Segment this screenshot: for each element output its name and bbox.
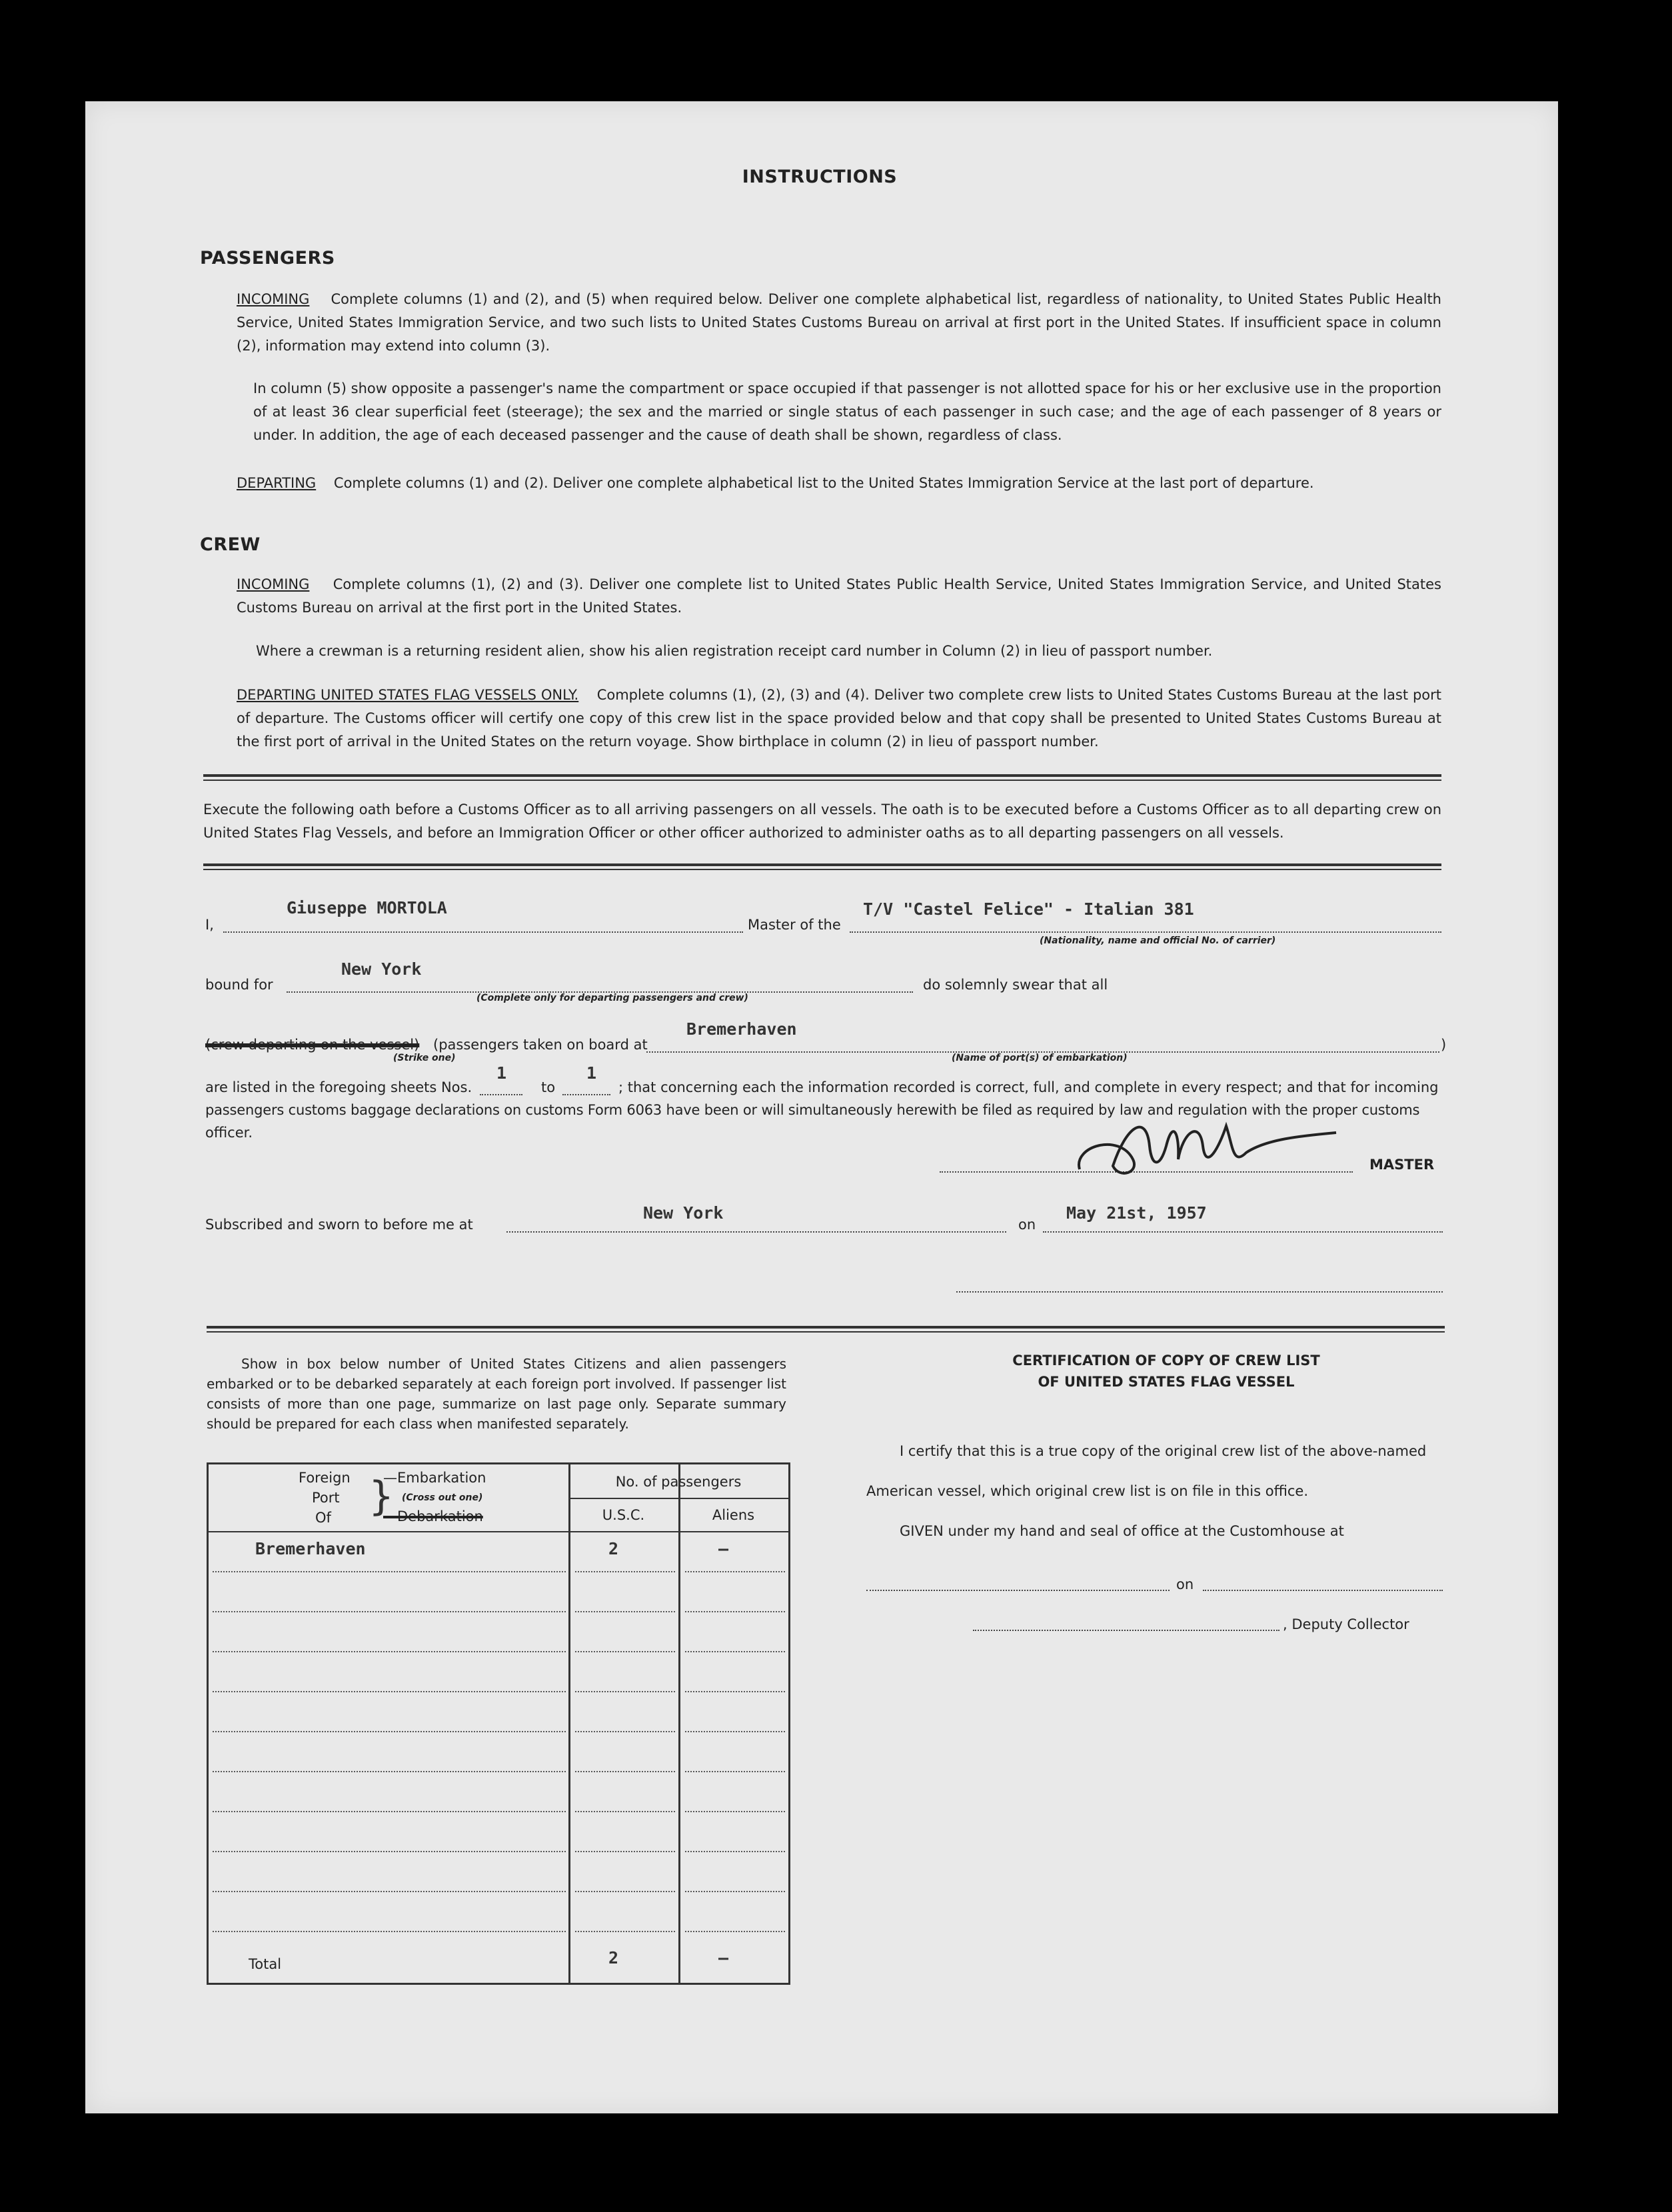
table-row-rule (575, 1771, 675, 1772)
crew-incoming-text: Complete columns (1), (2) and (3). Deliver one complete list to United States Public Health Service, United States Immigration Service, and United States Customs Bureau on arrival at the first port in the United States. (237, 576, 1442, 616)
certification-heading-1: CERTIFICATION OF COPY OF CREW LIST (1012, 1353, 1320, 1369)
master-name-value: Giuseppe MORTOLA (287, 898, 447, 917)
total-label: Total (249, 1956, 282, 1972)
sworn-on-label: on (1018, 1217, 1036, 1233)
table-row-rule (575, 1931, 675, 1932)
table-row-rule (575, 1691, 675, 1692)
to-label: to (541, 1079, 556, 1095)
crew-resident-text: Where a crewman is a returning resident alien, show his alien registration receipt card number in Column (2) in lieu of passport number. (256, 643, 1213, 659)
passengers-taken-label: (passengers taken on board at (433, 1037, 648, 1053)
deputy-collector-label: , Deputy Collector (1283, 1616, 1409, 1632)
listed-text-1: ; that concerning each the information recorded is correct, full, and complete in every respect; and that for incoming (618, 1079, 1439, 1095)
sheet-to-line (562, 1094, 610, 1095)
table-row-rule (685, 1571, 785, 1572)
passengers-incoming-label: INCOMING (237, 291, 310, 307)
col-no-passengers: No. of passengers (615, 1474, 742, 1490)
table-row-rule (575, 1611, 675, 1612)
table-row-rule (213, 1571, 566, 1572)
oath-intro-text: Execute the following oath before a Customs Officer as to all arriving passengers on all vessels. The oath is to be executed before a Customs Officer as to all departing crew on United States Flag Vessels, and before an Immigration Officer or other officer authorized to administer oaths as to all departing passengers on all vessels. (203, 802, 1441, 841)
passengers-departing-block (237, 472, 1441, 495)
table-row-rule (685, 1891, 785, 1892)
master-name-line (223, 931, 743, 933)
table-row-rule (575, 1851, 675, 1852)
table-row-rule (685, 1771, 785, 1772)
crew-incoming-label: INCOMING (237, 576, 310, 592)
table-row-rule (685, 1651, 785, 1652)
table-row-rule (213, 1611, 566, 1612)
divider-rule (207, 1326, 1445, 1333)
vessel-note: (Nationality, name and official No. of carrier) (1040, 935, 1276, 946)
certification-date-line (1203, 1590, 1443, 1591)
divider-rule (203, 863, 1441, 870)
table-row-rule (575, 1811, 675, 1812)
deputy-signature-line (973, 1630, 1279, 1631)
certification-text-1: I certify that this is a true copy of the original crew list of the above-named (900, 1443, 1427, 1459)
col-foreign: Foreign (299, 1470, 351, 1486)
table-row-rule (213, 1691, 566, 1692)
table-row-rule (213, 1891, 566, 1892)
table-row-rule (213, 1731, 566, 1732)
swear-label: do solemnly swear that all (923, 977, 1108, 993)
table-row-rule (575, 1731, 675, 1732)
listed-text-3: officer. (205, 1125, 253, 1141)
strike-note: (Strike one) (393, 1053, 456, 1063)
table-row-rule (575, 1651, 675, 1652)
table-row-rule (213, 1771, 566, 1772)
table-row-rule (685, 1811, 785, 1812)
crew-incoming-block (237, 573, 1441, 620)
passengers-departing-label: DEPARTING (237, 475, 317, 491)
table-header-divider (209, 1531, 788, 1532)
sworn-date-value: May 21st, 1957 (1066, 1203, 1207, 1223)
row-usc: 2 (608, 1539, 619, 1558)
vessel-value: T/V "Castel Felice" - Italian 381 (863, 899, 1194, 919)
sworn-date-line (1043, 1231, 1443, 1233)
table-row-rule (685, 1931, 785, 1932)
certification-text-2: American vessel, which original crew list is on file in this office. (866, 1483, 1309, 1499)
subscribed-label: Subscribed and sworn to before me at (205, 1217, 473, 1233)
passengers-column5-text: In column (5) show opposite a passenger's name the compartment or space occupied if that passenger is not allotted space for his or her exclusive use in the proportion of at least 36 clear superficial feet (steerage); the sex and the married or single status of each passenger in such case; and the age of each passenger of 8 years or under. In addition, the age of each deceased passenger and the cause of death shall be shown, regardless of class. (253, 380, 1441, 443)
sheet-from-value: 1 (496, 1063, 507, 1083)
table-row-rule (213, 1931, 566, 1932)
col-debarkation: —Debarkation (383, 1508, 483, 1524)
master-label: MASTER (1369, 1157, 1435, 1173)
table-row-rule (575, 1571, 675, 1572)
table-row-rule (685, 1851, 785, 1852)
vessel-line (850, 931, 1441, 933)
brace-glyph: } (369, 1473, 395, 1520)
page-title: INSTRUCTIONS (742, 167, 898, 187)
listed-text-2: passengers customs baggage declarations on customs Form 6063 have been or will simultaneously herewith be filed as required by law and regulation with the proper customs (205, 1102, 1420, 1118)
embark-note: (Name of port(s) of embarkation) (952, 1053, 1128, 1063)
col-crossout-note: (Cross out one) (402, 1492, 483, 1503)
col-embarkation: —Embarkation (383, 1470, 486, 1486)
certification-heading-2: OF UNITED STATES FLAG VESSEL (1038, 1374, 1295, 1390)
sworn-place-line (506, 1231, 1006, 1233)
sheet-from-line (480, 1094, 522, 1095)
close-paren: ) (1441, 1037, 1447, 1053)
crew-departing-block (237, 684, 1441, 754)
divider-rule (203, 774, 1441, 781)
master-signature (1066, 1106, 1346, 1193)
i-label: I, (205, 917, 214, 933)
bound-for-label: bound for (205, 977, 273, 993)
sworn-place-value: New York (643, 1203, 724, 1223)
crew-departing-label: DEPARTING UNITED STATES FLAG VESSELS ONLY. (237, 687, 579, 703)
passengers-incoming-text: Complete columns (1) and (2), and (5) when required below. Deliver one complete alphabetical list, regardless of nationality, to United States Public Health Service, United States Immigration Service, and two such lists to United States Customs Bureau on arrival at first port in the United States. If insufficient space in column (2), information may extend into column (3). (237, 291, 1441, 354)
embark-port-value: Bremerhaven (686, 1019, 797, 1039)
summary-instructions: Show in box below number of United States Citizens and alien passengers embarked or to be debarked separately at each foreign port involved. If passenger list consists of more than one page, summarize on last page only. Separate summary should be prepared for each class when manifested separately. (207, 1356, 786, 1432)
certification-text-3: GIVEN under my hand and seal of office at the Customhouse at (900, 1523, 1344, 1539)
col-of: Of (315, 1510, 331, 1526)
bound-note: (Complete only for departing passengers and crew) (476, 993, 748, 1003)
officer-signature-line (956, 1291, 1443, 1293)
table-row-rule (685, 1691, 785, 1692)
passengers-heading: PASSENGERS (200, 248, 335, 269)
col-aliens: Aliens (712, 1507, 755, 1523)
crew-departing-text: Complete columns (1), (2), (3) and (4). Deliver two complete crew lists to United States Customs Bureau at the last port of departure. The Customs officer will certify one copy of this crew list in the space provided below and that copy shall be presented to United States Customs Bureau at the first port of arrival in the United States on the return voyage. Show birthplace in column (2) in lieu of passport number. (237, 687, 1442, 750)
crew-heading: CREW (200, 534, 261, 555)
table-row-rule (575, 1891, 675, 1892)
passengers-incoming-block (237, 288, 1441, 358)
table-row-rule (213, 1811, 566, 1812)
table-subheader-divider (568, 1498, 788, 1499)
passengers-departing-text: Complete columns (1) and (2). Deliver one complete alphabetical list to the United States Immigration Service at the last port of departure. (333, 475, 1314, 491)
master-of-label: Master of the (748, 917, 841, 933)
passenger-summary-table (207, 1462, 790, 1985)
sheet-to-value: 1 (586, 1063, 597, 1083)
table-row-rule (213, 1851, 566, 1852)
col-usc: U.S.C. (602, 1507, 645, 1523)
row-aliens: – (718, 1539, 729, 1558)
bound-for-value: New York (341, 959, 422, 979)
certification-on-label: on (1176, 1576, 1194, 1592)
listed-label: are listed in the foregoing sheets Nos. (205, 1079, 472, 1095)
table-row-rule (213, 1651, 566, 1652)
crew-departing-struck: (crew departing on the vessel) (205, 1037, 420, 1053)
customhouse-line (866, 1590, 1170, 1591)
row-port: Bremerhaven (255, 1539, 366, 1558)
table-row-rule (685, 1731, 785, 1732)
col-port: Port (312, 1490, 340, 1506)
table-row-rule (685, 1611, 785, 1612)
total-usc: 2 (608, 1948, 619, 1967)
total-aliens: – (718, 1948, 729, 1967)
